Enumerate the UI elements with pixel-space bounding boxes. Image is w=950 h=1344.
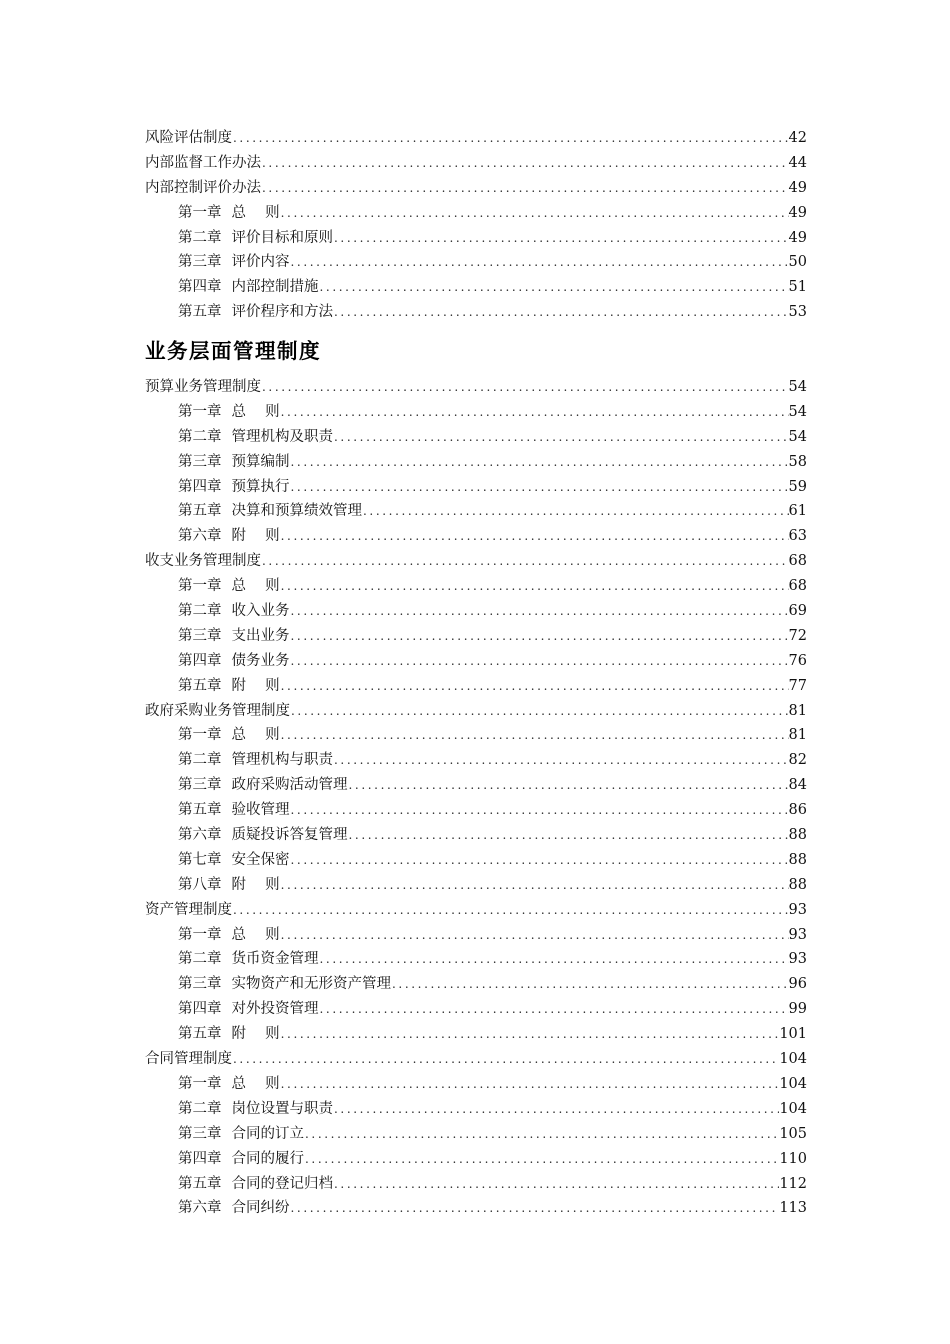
toc-entry-title	[178, 649, 290, 674]
toc-page-number: 49	[788, 179, 807, 196]
toc-dot-leader	[348, 823, 789, 848]
toc-section-entry[interactable]	[145, 126, 807, 151]
toc-entry-title	[178, 425, 333, 450]
toc-page-number: 54	[788, 379, 807, 395]
toc-entry-title	[178, 823, 348, 848]
toc-entry-text: 政府采购活动管理	[231, 777, 348, 794]
toc-chapter-entry[interactable]	[145, 499, 807, 524]
toc-dot-leader	[280, 873, 789, 898]
toc-chapter-number: 第二章	[178, 229, 222, 246]
toc-dot-leader	[333, 425, 789, 450]
toc-page-number: 72	[788, 627, 807, 644]
toc-chapter-entry[interactable]	[145, 400, 807, 425]
toc-page-number: 88	[788, 851, 807, 868]
toc-chapter-number: 第六章	[178, 1200, 222, 1217]
toc-page-number: 59	[788, 478, 807, 495]
toc-page-number: 101	[779, 1026, 807, 1043]
toc-entry-title	[178, 275, 319, 300]
toc-page-number: 99	[788, 1001, 807, 1018]
toc-chapter-number: 第五章	[178, 677, 222, 694]
toc-dot-leader	[319, 275, 789, 300]
toc-chapter-number: 第三章	[178, 453, 222, 470]
toc-chapter-number: 第四章	[178, 1001, 222, 1018]
toc-chapter-entry[interactable]	[145, 1097, 807, 1122]
toc-dot-leader	[333, 1172, 779, 1197]
toc-entry-title	[145, 176, 261, 201]
toc-entry-text: 内部监督工作办法	[145, 154, 261, 171]
toc-chapter-number: 第三章	[178, 254, 222, 271]
toc-chapter-number: 第三章	[178, 777, 222, 794]
toc-chapter-entry[interactable]	[145, 300, 807, 325]
toc-page-number: 88	[788, 827, 807, 844]
toc-entry-text: 内部控制评价办法	[145, 179, 261, 196]
toc-entry-title	[178, 400, 280, 425]
toc-dot-leader	[280, 674, 789, 699]
toc-entry-title	[178, 1072, 280, 1097]
toc-dot-leader	[232, 898, 789, 923]
toc-entry-title	[178, 1196, 290, 1221]
toc-chapter-entry[interactable]	[145, 798, 807, 823]
toc-entry-text: 总 则	[231, 204, 280, 221]
toc-chapter-entry[interactable]	[145, 1072, 807, 1097]
toc-entry-text: 附 则	[231, 677, 280, 694]
toc-dot-leader	[232, 126, 789, 151]
toc-chapter-number: 第二章	[178, 1100, 222, 1117]
toc-chapter-entry[interactable]	[145, 250, 807, 275]
toc-chapter-entry[interactable]	[145, 574, 807, 599]
toc-chapter-number: 第一章	[178, 727, 222, 744]
toc-entry-text: 验收管理	[231, 802, 290, 819]
toc-section-entry[interactable]	[145, 1047, 807, 1072]
toc-chapter-number: 第五章	[178, 1026, 222, 1043]
toc-dot-leader	[290, 699, 789, 724]
toc-entry-title	[178, 873, 280, 898]
toc-dot-leader	[280, 201, 789, 226]
toc-chapter-entry[interactable]	[145, 275, 807, 300]
toc-chapter-entry[interactable]	[145, 649, 807, 674]
toc-dot-leader	[280, 574, 789, 599]
toc-dot-leader	[333, 1097, 779, 1122]
toc-chapter-entry[interactable]	[145, 997, 807, 1022]
toc-entry-title	[145, 898, 232, 923]
toc-chapter-number: 第四章	[178, 478, 222, 495]
toc-dot-leader	[261, 375, 789, 400]
toc-entry-text: 附 则	[231, 1026, 280, 1043]
toc-chapter-number: 第三章	[178, 1125, 222, 1142]
section-heading: 业务层面管理制度	[145, 339, 321, 363]
toc-entry-title	[178, 972, 391, 997]
toc-entry-text: 资产管理制度	[145, 901, 232, 918]
toc-entry-text: 风险评估制度	[145, 130, 232, 146]
toc-page-number: 54	[788, 428, 807, 445]
toc-page-number: 93	[788, 901, 807, 918]
toc-page-number: 93	[788, 951, 807, 968]
toc-entry-text: 合同纠纷	[231, 1200, 290, 1217]
toc-dot-leader	[290, 1196, 780, 1221]
toc-chapter-number: 第五章	[178, 503, 222, 520]
toc-chapter-entry[interactable]	[145, 923, 807, 948]
toc-entry-text: 决算和预算绩效管理	[231, 503, 362, 520]
toc-entry-text: 收支业务管理制度	[145, 553, 261, 570]
toc-chapter-entry[interactable]	[145, 524, 807, 549]
toc-entry-title	[178, 1172, 333, 1197]
toc-page-number: 63	[788, 528, 807, 545]
toc-dot-leader	[333, 300, 789, 325]
toc-entry-text: 附 则	[231, 528, 280, 545]
toc-entry-title	[178, 226, 333, 251]
toc-chapter-entry[interactable]	[145, 1196, 807, 1221]
toc-entry-text: 总 则	[231, 403, 280, 420]
toc-entry-text: 评价目标和原则	[231, 229, 333, 246]
toc-dot-leader	[261, 151, 789, 176]
toc-page-number: 53	[788, 304, 807, 321]
toc-entry-title	[178, 499, 362, 524]
toc-list-bottom	[145, 375, 807, 1221]
toc-dot-leader	[280, 1022, 780, 1047]
toc-page-number: 61	[788, 503, 807, 520]
toc-dot-leader	[290, 649, 789, 674]
toc-dot-leader	[290, 475, 789, 500]
toc-entry-text: 岗位设置与职责	[231, 1100, 333, 1117]
toc-entry-title	[145, 126, 232, 151]
toc-entry-text: 附 则	[231, 876, 280, 893]
toc-chapter-number: 第三章	[178, 976, 222, 993]
toc-chapter-number: 第四章	[178, 652, 222, 669]
toc-section-entry[interactable]	[145, 549, 807, 574]
toc-dot-leader	[348, 773, 789, 798]
toc-dot-leader	[280, 1072, 780, 1097]
toc-dot-leader	[333, 226, 789, 251]
toc-chapter-entry[interactable]	[145, 873, 807, 898]
toc-page-number: 69	[788, 603, 807, 620]
toc-chapter-number: 第四章	[178, 279, 222, 296]
toc-chapter-entry[interactable]	[145, 723, 807, 748]
toc-entry-text: 安全保密	[231, 851, 290, 868]
toc-entry-title	[178, 1122, 304, 1147]
toc-section-entry[interactable]	[145, 151, 807, 176]
toc-chapter-number: 第五章	[178, 1175, 222, 1192]
toc-page-number: 58	[788, 453, 807, 470]
toc-entry-text: 总 则	[231, 727, 280, 744]
toc-page-number: 81	[788, 727, 807, 744]
toc-chapter-number: 第二章	[178, 951, 222, 968]
toc-chapter-entry[interactable]	[145, 450, 807, 475]
toc-chapter-number: 第四章	[178, 1150, 222, 1167]
toc-entry-text: 实物资产和无形资产管理	[231, 976, 391, 993]
toc-chapter-entry[interactable]	[145, 425, 807, 450]
toc-entry-title	[178, 848, 290, 873]
toc-entry-title	[178, 450, 290, 475]
toc-entry-title	[178, 250, 290, 275]
toc-entry-text: 对外投资管理	[231, 1001, 319, 1018]
toc-dot-leader	[319, 947, 789, 972]
toc-entry-title	[178, 798, 290, 823]
toc-page-number: 54	[788, 403, 807, 420]
toc-section-entry[interactable]	[145, 699, 807, 724]
toc-page-number: 68	[788, 578, 807, 595]
toc-dot-leader	[290, 798, 789, 823]
toc-page-number: 88	[788, 876, 807, 893]
toc-page-number: 104	[779, 1100, 807, 1117]
toc-chapter-number: 第二章	[178, 428, 222, 445]
toc-entry-text: 评价内容	[231, 254, 290, 271]
toc-page-number: 51	[788, 279, 807, 296]
toc-page-number: 104	[779, 1051, 807, 1068]
toc-page-number: 50	[788, 254, 807, 271]
toc-entry-text: 内部控制措施	[231, 279, 319, 296]
toc-chapter-entry[interactable]	[145, 848, 807, 873]
toc-page-number: 49	[788, 229, 807, 246]
toc-entry-text: 预算执行	[231, 478, 290, 495]
toc-dot-leader	[391, 972, 789, 997]
toc-page-number: 105	[779, 1125, 807, 1142]
toc-chapter-entry[interactable]	[145, 624, 807, 649]
toc-dot-leader	[261, 549, 789, 574]
toc-entry-title	[178, 723, 280, 748]
toc-section-entry[interactable]	[145, 176, 807, 201]
toc-entry-text: 债务业务	[231, 652, 290, 669]
toc-entry-title	[178, 574, 280, 599]
toc-chapter-number: 第二章	[178, 603, 222, 620]
toc-page-number: 77	[788, 677, 807, 694]
toc-chapter-entry[interactable]	[145, 599, 807, 624]
toc-chapter-number: 第八章	[178, 876, 222, 893]
toc-entry-title	[178, 923, 280, 948]
toc-page-number: 112	[779, 1175, 807, 1192]
toc-chapter-number: 第五章	[178, 802, 222, 819]
toc-dot-leader	[290, 599, 789, 624]
toc-chapter-number: 第六章	[178, 827, 222, 844]
toc-entry-title	[145, 375, 261, 400]
toc-entry-text: 总 则	[231, 578, 280, 595]
toc-dot-leader	[232, 1047, 779, 1072]
toc-entry-title	[178, 997, 319, 1022]
toc-entry-text: 政府采购业务管理制度	[145, 702, 290, 719]
toc-entry-text: 总 则	[231, 1075, 280, 1092]
toc-entry-title	[178, 599, 290, 624]
toc-entry-title	[145, 699, 290, 724]
toc-entry-text: 收入业务	[231, 603, 290, 620]
toc-chapter-entry[interactable]	[145, 972, 807, 997]
toc-chapter-entry[interactable]	[145, 674, 807, 699]
toc-page-number: 110	[779, 1150, 807, 1167]
toc-page-number: 104	[779, 1075, 807, 1092]
toc-entry-text: 质疑投诉答复管理	[231, 827, 348, 844]
toc-page-number: 44	[788, 154, 807, 171]
toc-dot-leader	[261, 176, 789, 201]
toc-entry-title	[145, 549, 261, 574]
toc-entry-text: 预算编制	[231, 453, 290, 470]
toc-chapter-entry[interactable]	[145, 748, 807, 773]
toc-page-number: 84	[788, 777, 807, 794]
toc-dot-leader	[280, 723, 789, 748]
toc-dot-leader	[280, 524, 789, 549]
toc-entry-title	[178, 773, 348, 798]
toc-entry-title	[145, 151, 261, 176]
toc-dot-leader	[290, 250, 789, 275]
toc-entry-title	[178, 475, 290, 500]
toc-entry-text: 管理机构与职责	[231, 752, 333, 769]
toc-entry-title	[145, 1047, 232, 1072]
toc-chapter-entry[interactable]	[145, 1147, 807, 1172]
toc-page-number: 68	[788, 553, 807, 570]
toc-entry-text: 合同的登记归档	[231, 1175, 333, 1192]
toc-dot-leader	[280, 400, 789, 425]
toc-dot-leader	[280, 923, 789, 948]
toc-entry-title	[178, 300, 333, 325]
toc-page-number: 93	[788, 926, 807, 943]
toc-chapter-number: 第二章	[178, 752, 222, 769]
toc-page-number: 86	[788, 802, 807, 819]
toc-chapter-number: 第一章	[178, 578, 222, 595]
toc-entry-text: 管理机构及职责	[231, 428, 333, 445]
toc-chapter-number: 第六章	[178, 528, 222, 545]
toc-entry-title	[178, 748, 333, 773]
toc-page-number: 81	[788, 702, 807, 719]
toc-entry-text: 总 则	[231, 926, 280, 943]
toc-chapter-number: 第五章	[178, 304, 222, 321]
toc-chapter-number: 第一章	[178, 1075, 222, 1092]
toc-entry-text: 预算业务管理制度	[145, 379, 261, 395]
toc-page-number: 96	[788, 976, 807, 993]
toc-dot-leader	[290, 624, 789, 649]
toc-dot-leader	[304, 1122, 779, 1147]
toc-dot-leader	[290, 848, 789, 873]
toc-entry-text: 货币资金管理	[231, 951, 319, 968]
toc-page-number: 76	[788, 652, 807, 669]
toc-page-number: 49	[788, 204, 807, 221]
toc-page-number: 82	[788, 752, 807, 769]
toc-entry-title	[178, 624, 290, 649]
toc-entry-text: 评价程序和方法	[231, 304, 333, 321]
toc-section-entry[interactable]	[145, 898, 807, 923]
toc-entry-title	[178, 524, 280, 549]
toc-chapter-entry[interactable]	[145, 1122, 807, 1147]
toc-dot-leader	[304, 1147, 779, 1172]
toc-list-top	[145, 126, 807, 325]
toc-chapter-entry[interactable]	[145, 823, 807, 848]
toc-chapter-number: 第一章	[178, 926, 222, 943]
toc-dot-leader	[290, 450, 789, 475]
toc-entry-title	[178, 674, 280, 699]
toc-entry-title	[178, 1022, 280, 1047]
toc-chapter-number: 第七章	[178, 851, 222, 868]
toc-entry-title	[178, 201, 280, 226]
toc-entry-text: 支出业务	[231, 627, 290, 644]
toc-dot-leader	[362, 499, 789, 524]
toc-chapter-entry[interactable]	[145, 226, 807, 251]
toc-dot-leader	[333, 748, 789, 773]
toc-page-number: 113	[779, 1200, 807, 1217]
toc-dot-leader	[319, 997, 789, 1022]
toc-entry-title	[178, 1147, 304, 1172]
toc-chapter-entry[interactable]	[145, 947, 807, 972]
toc-chapter-number: 第一章	[178, 403, 222, 420]
toc-section-entry[interactable]	[145, 375, 807, 400]
toc-chapter-entry[interactable]	[145, 201, 807, 226]
toc-page-number: 42	[788, 130, 807, 146]
toc-entry-title	[178, 947, 319, 972]
toc-chapter-number: 第一章	[178, 204, 222, 221]
toc-entry-text: 合同管理制度	[145, 1051, 232, 1068]
toc-chapter-entry[interactable]	[145, 475, 807, 500]
toc-chapter-number: 第三章	[178, 627, 222, 644]
toc-entry-title	[178, 1097, 333, 1122]
toc-chapter-entry[interactable]	[145, 773, 807, 798]
toc-entry-text: 合同的订立	[231, 1125, 304, 1142]
toc-chapter-entry[interactable]	[145, 1172, 807, 1197]
toc-entry-text: 合同的履行	[231, 1150, 304, 1167]
toc-chapter-entry[interactable]	[145, 1022, 807, 1047]
